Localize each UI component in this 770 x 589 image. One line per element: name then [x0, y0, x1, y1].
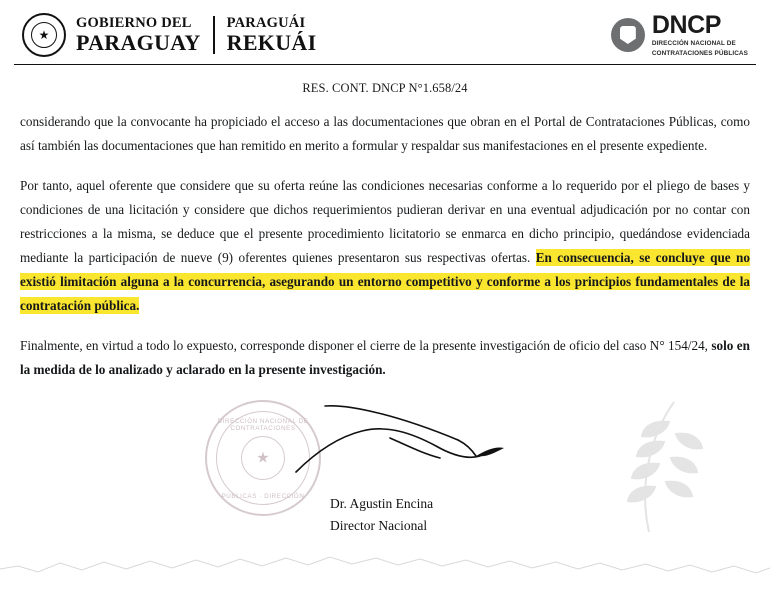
paragraph-por-tanto — [20, 174, 750, 318]
government-wordmark-guarani — [227, 16, 317, 54]
stamp-center-emblem — [241, 436, 285, 480]
laurel-watermark-icon — [554, 392, 724, 542]
gov-line-1: GOBIERNO DEL — [76, 15, 192, 32]
signature-name-block — [330, 493, 433, 536]
dncp-acronym: DNCP — [651, 10, 722, 39]
paragraph-considerando: considerando que la convocante ha propiciado el acceso a las documentaciones que obran en el Portal de Contrataciones Públicas, como así también las documentaciones que han remitido en merito a formular y respaldar sus manifestaciones en el presente expediente. — [20, 114, 750, 154]
paragraph-por-tanto-lead: Por tanto, aquel oferente que considere que su oferta reúne las condiciones necesarias conforme a lo requerido por el pliego de bases y condiciones de una licitación y considere que dichos requerimientos pudieran derivar en una eventual adjudicación por no contar con restricciones a la misma, se deduce que el presente procedimiento licitatorio se enmarca en dicho principio, quedándose evidenciada mediante la participación de nueve (9) oferentes quienes presentaron sus respectivas ofertas. — [20, 178, 750, 266]
dncp-wordmark — [651, 10, 748, 58]
dncp-subtitle-line-2: CONTRATACIONES PÚBLICAS — [651, 49, 748, 57]
resolution-reference: RES. CONT. DNCP N°1.658/24 — [302, 81, 468, 95]
gov-line-4: REKUÁI — [226, 29, 317, 55]
document-header — [0, 0, 770, 62]
government-wordmark-spanish — [76, 16, 201, 54]
dncp-logo-block — [611, 10, 748, 58]
wordmark-divider — [213, 16, 215, 54]
government-wordmark — [76, 16, 316, 54]
stamp-text-top: DIRECCIÓN NACIONAL DE CONTRATACIONES — [217, 418, 309, 433]
highlighted-conclusion: En consecuencia, se concluye que no existió limitación alguna a la concurrencia, asegurando un entorno competitivo y conforme a los principios fundamentales de la contratación pública. — [20, 250, 750, 314]
government-logo-block — [22, 13, 316, 57]
paraguay-coat-of-arms-icon — [22, 13, 66, 57]
paragraph-finalmente-bold: solo en la medida de lo analizado y aclarado en la presente investigación. — [20, 338, 750, 378]
gov-line-2: PARAGUAY — [76, 29, 201, 55]
document-body — [0, 65, 770, 382]
gov-line-3: PARAGUÁI — [226, 15, 306, 32]
stamp-text-bottom: PÚBLICAS · DIRECCIÓN — [221, 493, 305, 501]
dncp-subtitle-line-1: DIRECCIÓN NACIONAL DE — [651, 39, 736, 47]
signer-title: Director Nacional — [330, 517, 428, 533]
dncp-shield-icon — [611, 18, 645, 52]
signature-area — [0, 398, 770, 548]
torn-paper-edge — [0, 553, 770, 589]
paragraph-finalmente-lead: Finalmente, en virtud a todo lo expuesto, corresponde disponer el cierre de la presente investigación de oficio del caso N° 154/24, — [20, 338, 712, 354]
signer-name: Dr. Agustin Encina — [330, 496, 434, 512]
paragraph-finalmente — [20, 334, 750, 382]
handwritten-signature-icon — [290, 398, 520, 508]
